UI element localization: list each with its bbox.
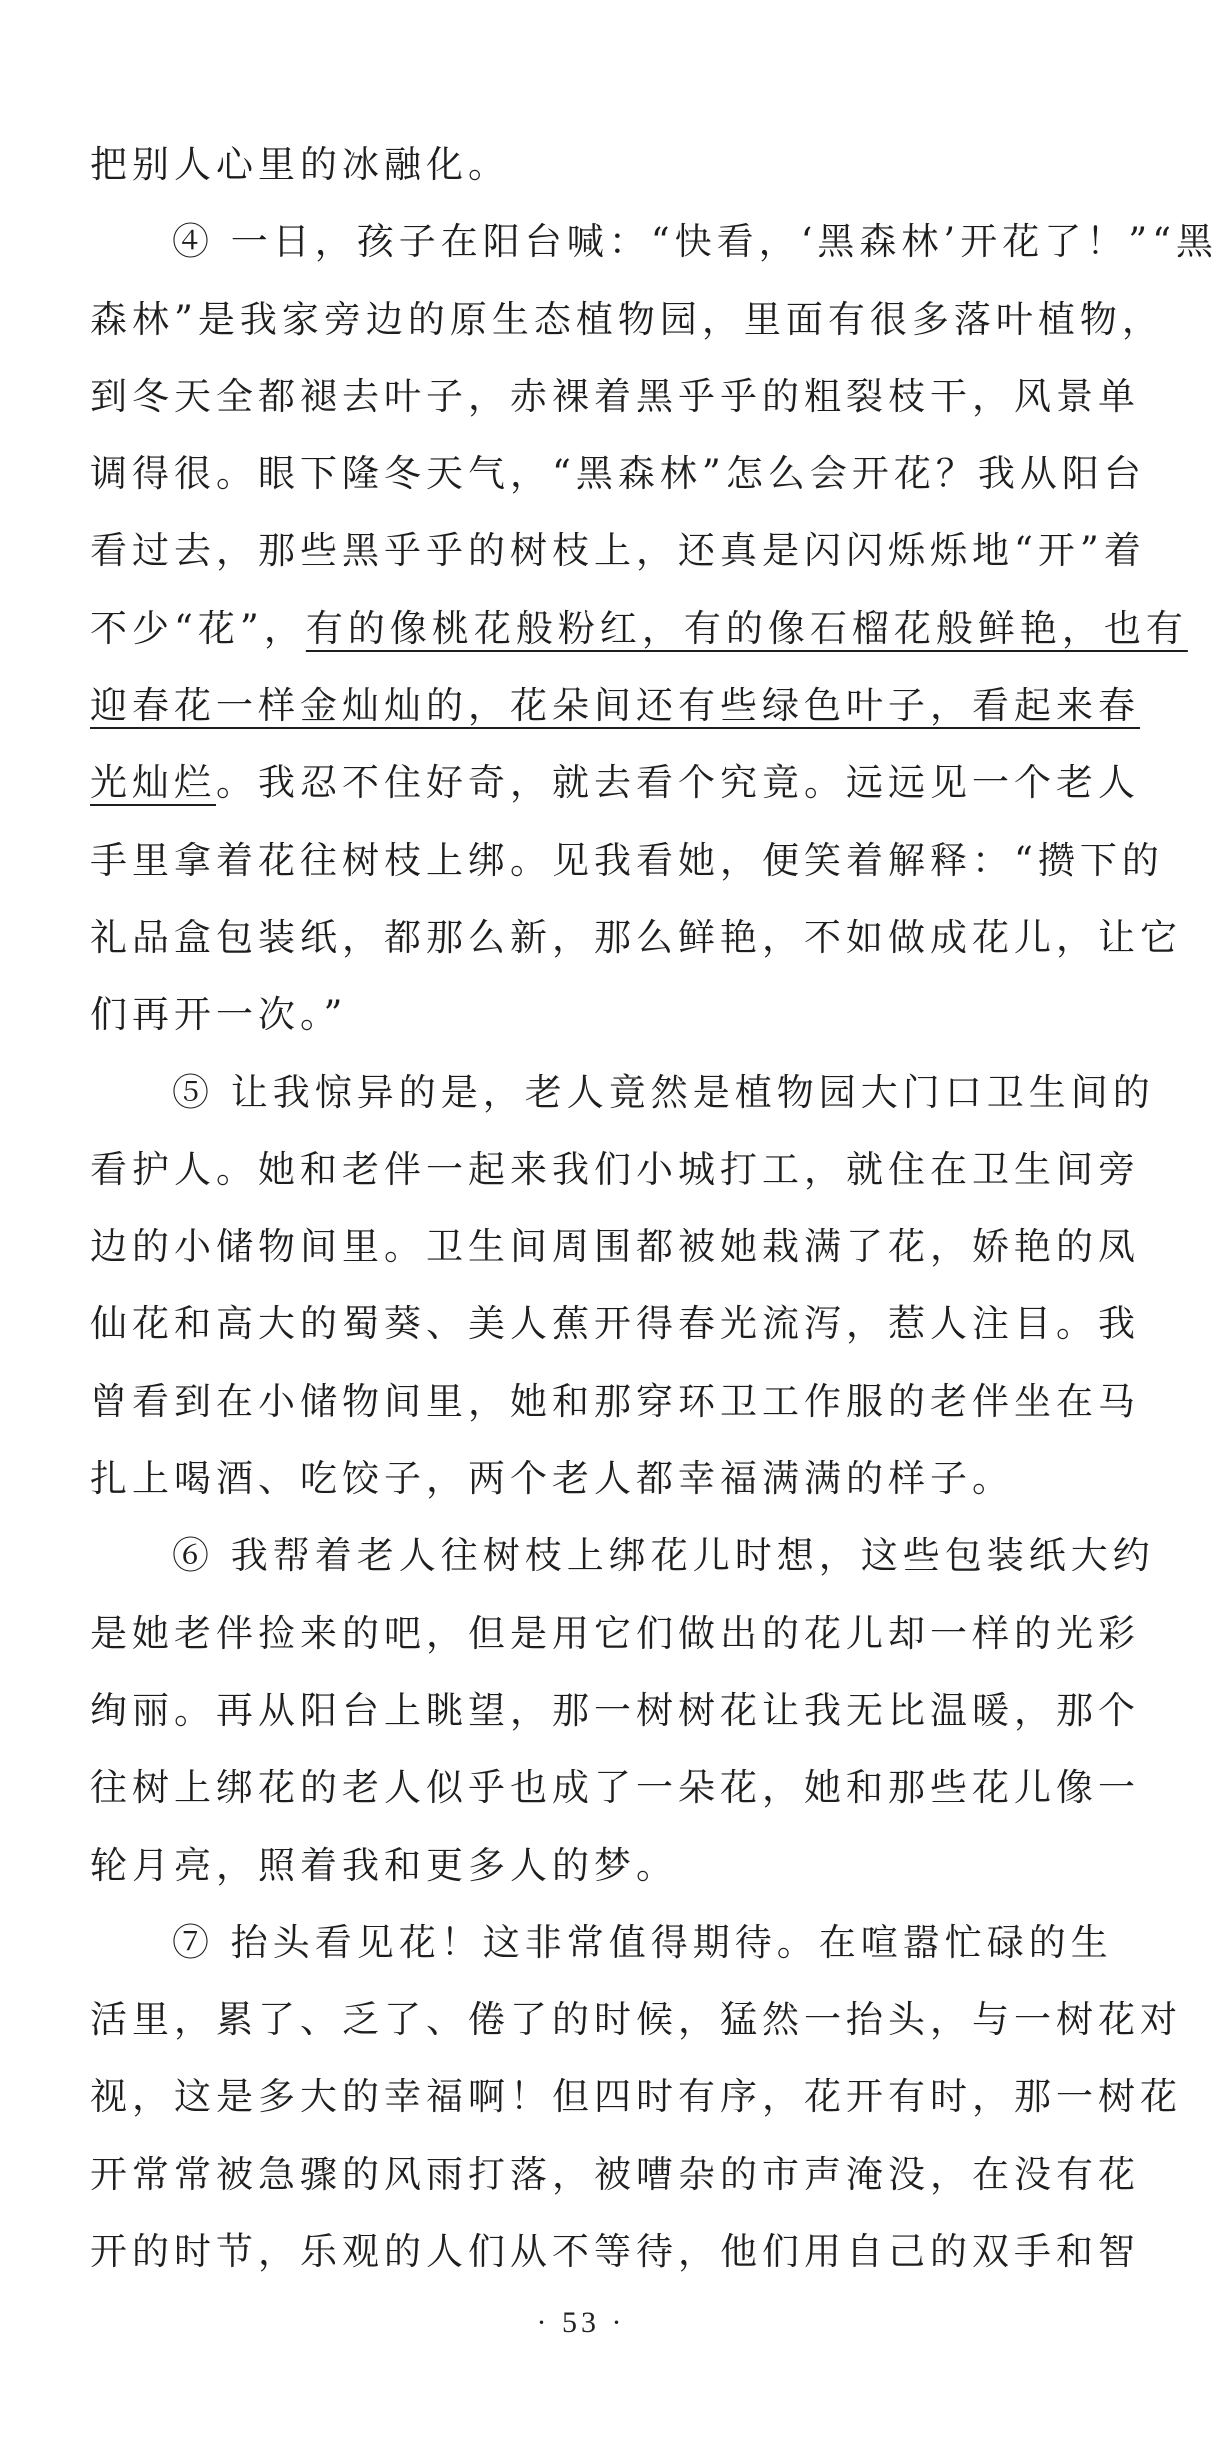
paragraph-7-first-line: ⑦ 抬头看见花！这非常值得期待。在喧嚣忙碌的生: [172, 1920, 1113, 1964]
text-line: 是她老伴捡来的吧，但是用它们做出的花儿却一样的光彩: [90, 1611, 1140, 1655]
text-line: 们再开一次。”: [90, 993, 348, 1037]
text-line: [90, 667, 1140, 744]
text-line: 手里拿着花往树枝上绑。见我看她，便笑着解释：“攒下的: [90, 838, 1164, 882]
text-line: 往树上绑花的老人似乎也成了一朵花，她和那些花儿像一: [90, 1766, 1140, 1810]
text-line: 开常常被急骤的风雨打落，被嘈杂的市声淹没，在没有花: [90, 2152, 1140, 2196]
text-line: 调得很。眼下隆冬天气，“黑森林”怎么会开花？我从阳台: [90, 452, 1146, 496]
text-line: 开的时节，乐观的人们从不等待，他们用自己的双手和智: [90, 2230, 1140, 2274]
underlined-sentence: 光灿烂: [90, 761, 216, 805]
underlined-sentence: 有的像桃花般粉红，有的像石榴花般鲜艳，也有: [305, 606, 1188, 650]
text-line: 绚丽。再从阳台上眺望，那一树树花让我无比温暖，那个: [90, 1688, 1140, 1732]
text-line: 森林”是我家旁边的原生态植物园，里面有很多落叶植物，: [90, 297, 1164, 341]
article-body: [90, 126, 1218, 2290]
text-line: 看过去，那些黑乎乎的树枝上，还真是闪闪烁烁地“开”着: [90, 529, 1146, 573]
text-line: 边的小储物间里。卫生间周围都被她栽满了花，娇艳的凤: [90, 1225, 1140, 1269]
text-line: 不少“花”，有的像桃花般粉红，有的像石榴花般鲜艳，也有: [90, 606, 1188, 650]
paragraph-6-first-line: ⑥ 我帮着老人往树枝上绑花儿时想，这些包装纸大约: [172, 1534, 1155, 1578]
text-line: 光灿烂。我忍不住好奇，就去看个究竟。远远见一个老人: [90, 761, 1140, 805]
underlined-sentence: 迎春花一样金灿灿的，花朵间还有些绿色叶子，看起来春: [90, 684, 1140, 728]
text-line: 礼品盒包装纸，都那么新，那么鲜艳，不如做成花儿，让它: [90, 915, 1182, 959]
text-line: 把别人心里的冰融化。: [90, 143, 510, 186]
paragraph-5-first-line: ⑤ 让我惊异的是，老人竟然是植物园大门口卫生间的: [172, 1070, 1155, 1114]
text-line: 轮月亮，照着我和更多人的梦。: [90, 1843, 678, 1887]
text-line: 视，这是多大的幸福啊！但四时有序，花开有时，那一树花: [90, 2075, 1182, 2119]
text-line: 到冬天全都褪去叶子，赤裸着黑乎乎的粗裂枝干，风景单: [90, 374, 1140, 418]
text-line: 曾看到在小储物间里，她和那穿环卫工作服的老伴坐在马: [90, 1379, 1140, 1423]
paragraph-4-first-line: ④ 一日，孩子在阳台喊：“快看，‘黑森林’开花了！”“黑: [172, 220, 1218, 264]
text-line: 扎上喝酒、吃饺子，两个老人都幸福满满的样子。: [90, 1457, 1014, 1501]
text-line: 看护人。她和老伴一起来我们小城打工，就住在卫生间旁: [90, 1147, 1140, 1191]
text-line: 仙花和高大的蜀葵、美人蕉开得春光流泻，惹人注目。我: [90, 1302, 1140, 1346]
text-line: 活里，累了、乏了、倦了的时候，猛然一抬头，与一树花对: [90, 1998, 1182, 2042]
page-number: · 53 ·: [536, 2306, 626, 2339]
